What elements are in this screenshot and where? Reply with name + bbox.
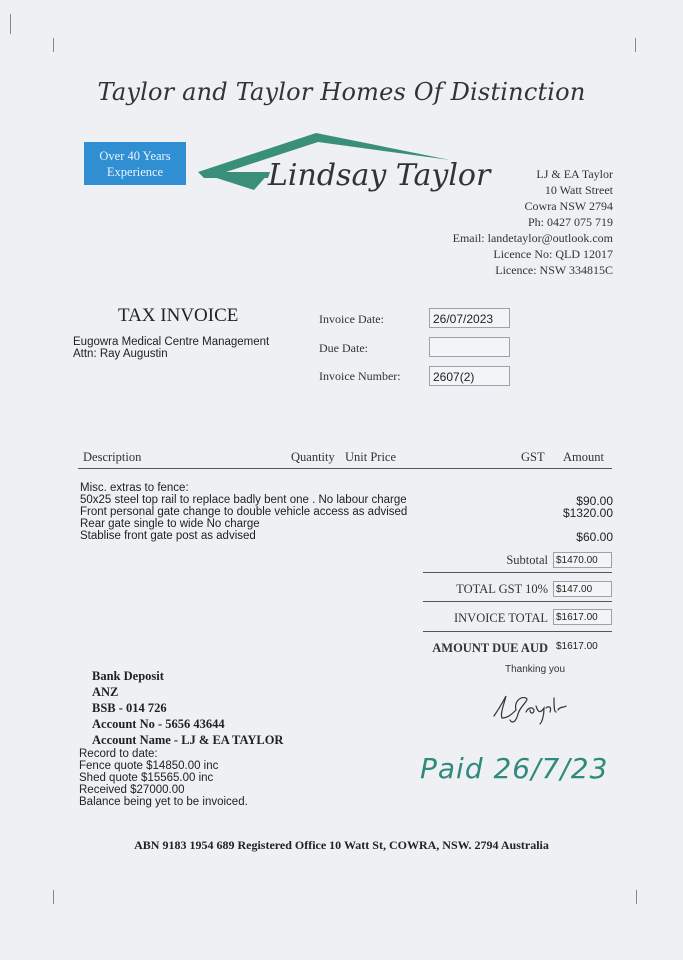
record-line: Received $27000.00: [79, 784, 185, 796]
footer-registration: ABN 9183 1954 689 Registered Office 10 Watt St, COWRA, NSW. 2794 Australia: [134, 838, 549, 852]
company-title: Taylor and Taylor Homes Of Distinction: [97, 78, 586, 106]
invoice-date-field: 26/07/2023: [429, 308, 510, 328]
line-amount: $90.00: [576, 494, 613, 508]
gst-total-label: TOTAL GST 10%: [456, 582, 548, 596]
col-quantity: Quantity: [291, 450, 335, 464]
record-line: Shed quote $15565.00 inc: [79, 772, 214, 784]
amount-due-value: $1617.00: [556, 641, 598, 652]
contact-phone: Ph: 0427 075 719: [527, 215, 613, 229]
line-item: Rear gate single to wide No charge: [80, 518, 260, 530]
crop-mark: [53, 38, 54, 52]
bank-details: [92, 668, 283, 748]
record-block: [79, 748, 248, 808]
contact-licence-qld: Licence No: QLD 12017: [493, 247, 613, 261]
col-unit-price: Unit Price: [345, 450, 397, 464]
logo-text: Lindsay Taylor: [268, 158, 491, 193]
invoice-number-label: Invoice Number:: [319, 369, 401, 383]
bank-line: Bank Deposit: [92, 669, 164, 683]
badge-line-2: Experience: [106, 164, 164, 179]
line-item: Stablise front gate post as advised: [80, 530, 256, 542]
thanks-text: Thanking you: [505, 664, 566, 675]
crop-mark: [10, 14, 11, 34]
contact-email: Email: landetaylor@outlook.com: [452, 231, 613, 245]
line-items: [80, 482, 407, 542]
bank-line: Account Name - LJ & EA TAYLOR: [92, 733, 284, 747]
totals-rule: [423, 601, 612, 602]
col-amount: Amount: [563, 450, 604, 464]
crop-mark: [53, 890, 54, 904]
line-amount: $60.00: [576, 530, 613, 544]
contact-block: [453, 166, 613, 278]
contact-street: 10 Watt Street: [544, 183, 613, 197]
signature-icon: [490, 690, 570, 726]
bank-line: Account No - 5656 43644: [92, 717, 225, 731]
experience-badge: [84, 142, 186, 185]
invoice-date-label: Invoice Date:: [319, 312, 384, 326]
due-date-field: [429, 337, 510, 357]
line-item: 50x25 steel top rail to replace badly bent one . No labour charge: [80, 494, 407, 506]
paid-handwritten-note: Paid 26/7/23: [420, 752, 609, 785]
contact-name: LJ & EA Taylor: [536, 167, 613, 181]
contact-licence-nsw: Licence: NSW 334815C: [495, 263, 613, 277]
invoice-number-field: 2607(2): [429, 366, 510, 386]
table-header-rule: [78, 468, 612, 469]
client-attn: Attn: Ray Augustin: [73, 348, 168, 360]
due-date-label: Due Date:: [319, 341, 368, 355]
client-name: Eugowra Medical Centre Management: [73, 336, 270, 348]
gst-total-value: $147.00: [553, 581, 612, 597]
client-block: [73, 336, 269, 360]
invoice-total-label: INVOICE TOTAL: [453, 611, 548, 625]
record-line: Balance being yet to be invoiced.: [79, 796, 248, 808]
record-line: Fence quote $14850.00 inc: [79, 760, 219, 772]
subtotal-value: $1470.00: [553, 552, 612, 568]
amount-due-label: AMOUNT DUE AUD: [432, 641, 548, 655]
col-gst: GST: [521, 450, 545, 464]
invoice-total-value: $1617.00: [553, 609, 612, 625]
badge-line-1: Over 40 Years: [99, 148, 171, 163]
totals-rule: [423, 631, 612, 632]
record-line: Record to date:: [79, 748, 158, 760]
line-item: Misc. extras to fence:: [80, 482, 189, 494]
col-description: Description: [83, 450, 142, 464]
crop-mark: [636, 890, 637, 904]
line-item: Front personal gate change to double vehicle access as advised: [80, 506, 408, 518]
bank-line: ANZ: [92, 685, 119, 699]
bank-line: BSB - 014 726: [92, 701, 167, 715]
crop-mark: [635, 38, 636, 52]
subtotal-label: Subtotal: [506, 553, 548, 567]
totals-rule: [423, 572, 612, 573]
tax-invoice-heading: TAX INVOICE: [118, 305, 239, 326]
contact-town: Cowra NSW 2794: [524, 199, 613, 213]
line-amount: $1320.00: [562, 506, 613, 520]
